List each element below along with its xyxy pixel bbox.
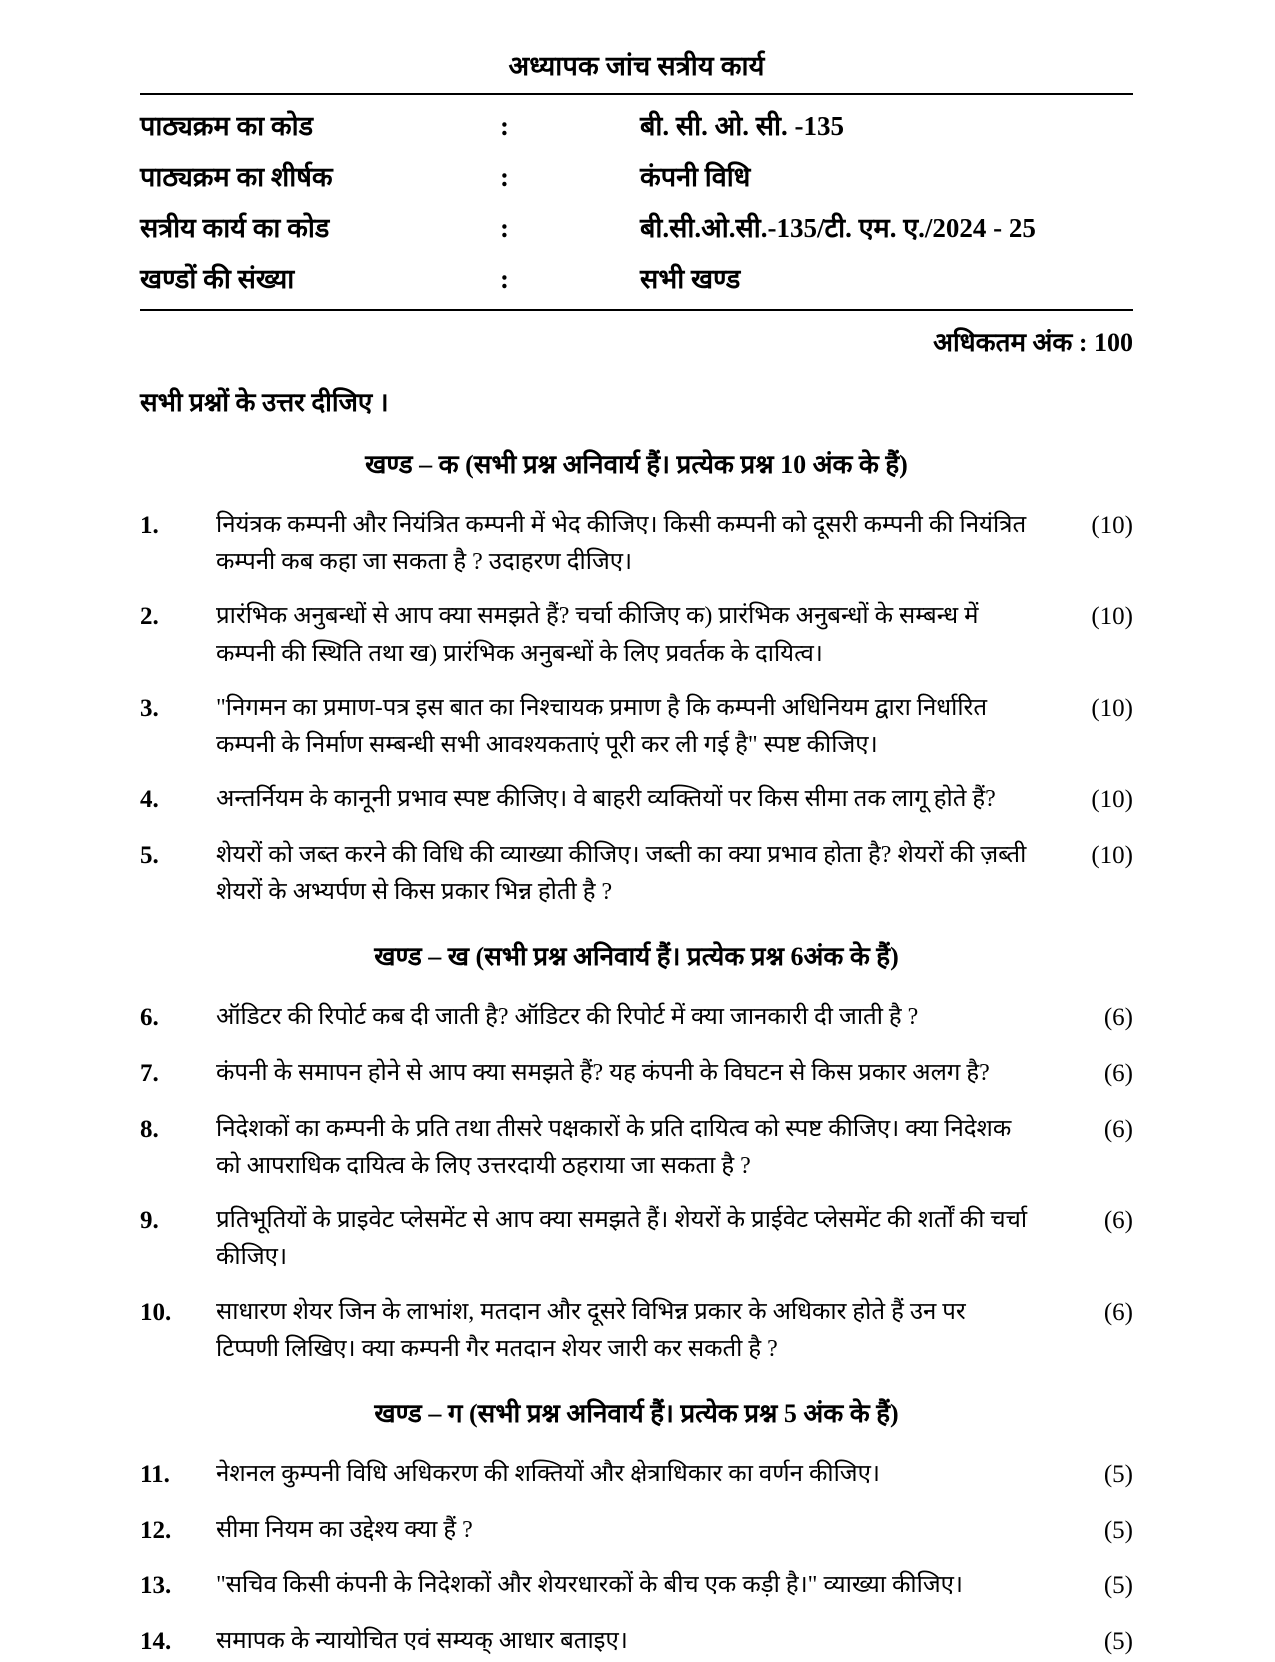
question-marks: (10) <box>1091 603 1133 631</box>
question-number: 11. <box>140 1460 170 1488</box>
question-marks: (10) <box>1091 841 1133 869</box>
question-row <box>140 1294 1133 1368</box>
title-divider <box>140 93 1133 95</box>
course-info-row <box>140 201 1133 252</box>
question-list <box>140 999 1133 1368</box>
course-info-colon: : <box>500 264 509 294</box>
section-note: (सभी प्रश्न अनिवार्य हैं। प्रत्येक प्रश्न 10 अंक के हैं) <box>465 450 908 479</box>
question-section <box>140 445 1133 911</box>
question-row <box>140 1055 1133 1094</box>
question-row <box>140 837 1133 911</box>
question-marks: (6) <box>1103 1298 1133 1326</box>
question-row <box>140 690 1133 764</box>
question-list <box>140 507 1133 911</box>
course-info-row <box>140 150 1133 201</box>
question-marks: (5) <box>1103 1628 1133 1656</box>
course-info-value: बी.सी.ओ.सी.-135/टी. एम. ए./2024 - 25 <box>640 213 1036 243</box>
question-section <box>140 937 1133 1368</box>
question-text: कंपनी के समापन होने से आप क्या समझते हैं? यह कंपनी के विघटन से किस प्रकार अलग है? <box>216 1060 990 1086</box>
header-divider <box>140 309 1133 311</box>
question-marks: (10) <box>1091 512 1133 539</box>
course-info-label: पाठ्यक्रम का कोड <box>140 111 314 141</box>
question-marks: (5) <box>1103 1572 1133 1600</box>
question-text: समापक के न्यायोचित एवं सम्यक् आधार बताइए। <box>216 1628 628 1655</box>
section-heading <box>140 445 1133 481</box>
course-info-block <box>140 99 1133 303</box>
page-title: अध्यापक जांच सत्रीय कार्य <box>508 51 765 81</box>
question-marks: (6) <box>1103 1115 1133 1143</box>
question-number: 9. <box>140 1207 159 1235</box>
questions-area <box>140 445 1133 1662</box>
question-marks: (6) <box>1103 1207 1133 1235</box>
question-marks: (5) <box>1103 1516 1133 1544</box>
question-marks: (10) <box>1091 694 1133 722</box>
question-row <box>140 1512 1133 1551</box>
question-number: 4. <box>140 786 159 814</box>
question-text: शेयरों को जब्त करने की विधि की व्याख्या कीजिए। जब्ती का क्या प्रभाव होता है? शेयरों की ज़ब्ती शेयरों के अभ्यर्पण से किस प्रकार भिन्न होती है ? <box>216 841 1027 906</box>
course-info-colon: : <box>500 162 509 192</box>
question-text: प्रारंभिक अनुबन्धों से आप क्या समझते हैं? चर्चा कीजिए क) प्रारंभिक अनुबन्धों के सम्बन्ध में कम्पनी की स्थिति तथा ख) प्रारंभिक अनुबन्धों के लिए प्रवर्तक के दायित्व। <box>216 603 979 667</box>
section-title: खण्ड – ख <box>374 942 476 972</box>
course-info-row <box>140 252 1133 303</box>
question-text: "निगमन का प्रमाण-पत्र इस बात का निश्चायक प्रमाण है कि कम्पनी अधिनियम द्वारा निर्धारित कम्पनी के निर्माण सम्बन्धी सभी आवश्यकताएं पूरी कर ली गई है" स्पष्ट कीजिए। <box>216 694 988 758</box>
question-number: 10. <box>140 1298 172 1326</box>
question-text: प्रतिभूतियों के प्राइवेट प्लेसमेंट से आप क्या समझते हैं। शेयरों के प्राईवेट प्लेसमेंट की शर्तों की चर्चा कीजिए। <box>216 1207 1028 1271</box>
course-info-label: खण्डों की संख्या <box>140 264 295 294</box>
section-heading <box>140 1394 1133 1430</box>
course-info-label: पाठ्यक्रम का शीर्षक <box>140 162 333 192</box>
question-text: सीमा नियम का उद्देश्य क्या हैं ? <box>216 1516 473 1543</box>
course-info-value: बी. सी. ओ. सी. -135 <box>640 111 845 141</box>
question-text: नेशनल कुम्पनी विधि अधिकरण की शक्तियों और क्षेत्राधिकार का वर्णन कीजिए। <box>216 1460 880 1487</box>
question-number: 1. <box>140 512 159 539</box>
course-info-label: सत्रीय कार्य का कोड <box>140 213 330 243</box>
question-marks: (6) <box>1103 1004 1133 1032</box>
question-number: 3. <box>140 694 159 722</box>
section-heading <box>140 937 1133 973</box>
question-number: 8. <box>140 1115 159 1143</box>
question-row <box>140 1456 1133 1495</box>
course-info-row <box>140 99 1133 150</box>
max-marks-label: अधिकतम अंक : 100 <box>933 328 1133 357</box>
question-row <box>140 598 1133 672</box>
section-note: (सभी प्रश्न अनिवार्य हैं। प्रत्येक प्रश्न 5 अंक के हैं) <box>468 1398 899 1428</box>
question-number: 2. <box>140 603 159 631</box>
question-section <box>140 1394 1133 1662</box>
question-row <box>140 1111 1133 1185</box>
section-note: (सभी प्रश्न अनिवार्य हैं। प्रत्येक प्रश्न 6अंक के हैं) <box>475 942 899 972</box>
question-row <box>140 999 1133 1038</box>
question-number: 7. <box>140 1060 159 1087</box>
course-info-colon: : <box>500 111 509 141</box>
question-marks: (5) <box>1103 1460 1133 1488</box>
question-number: 14. <box>140 1628 172 1656</box>
question-number: 6. <box>140 1004 159 1032</box>
course-info-value: सभी खण्ड <box>640 264 741 294</box>
question-row <box>140 781 1133 820</box>
question-marks: (6) <box>1103 1060 1133 1087</box>
question-row <box>140 1623 1133 1662</box>
course-info-value: कंपनी विधि <box>640 162 751 192</box>
question-number: 5. <box>140 841 159 869</box>
question-text: साधारण शेयर जिन के लाभांश, मतदान और दूसरे विभिन्न प्रकार के अधिकार होते हैं उन पर टिप्पणी लिखिए। क्या कम्पनी गैर मतदान शेयर जारी कर सकती है ? <box>216 1298 966 1362</box>
question-text: नियंत्रक कम्पनी और नियंत्रित कम्पनी में भेद कीजिए। किसी कम्पनी को दूसरी कम्पनी की नियंत्रित कम्पनी कब कहा जा सकता है ? उदाहरण दीजिए। <box>216 512 1027 576</box>
section-title: खण्ड – ग <box>374 1398 469 1428</box>
question-number: 12. <box>140 1516 172 1544</box>
question-row <box>140 1567 1133 1606</box>
answer-all-instruction: सभी प्रश्नों के उत्तर दीजिए । <box>140 388 389 417</box>
question-row <box>140 1202 1133 1276</box>
question-row <box>140 507 1133 581</box>
section-title: खण्ड – क <box>365 450 466 479</box>
course-info-colon: : <box>500 213 509 243</box>
question-text: निदेशकों का कम्पनी के प्रति तथा तीसरे पक्षकारों के प्रति दायित्व को स्पष्ट कीजिए। क्या निदेशक को आपराधिक दायित्व के लिए उत्तरदायी ठहराया जा सकता है ? <box>216 1115 1012 1179</box>
question-text: "सचिव किसी कंपनी के निदेशकों और शेयरधारकों के बीच एक कड़ी है।" व्याख्या कीजिए। <box>216 1572 964 1599</box>
question-number: 13. <box>140 1572 172 1600</box>
question-text: ऑडिटर की रिपोर्ट कब दी जाती है? ऑडिटर की रिपोर्ट में क्या जानकारी दी जाती है ? <box>216 1004 919 1031</box>
question-marks: (10) <box>1091 786 1133 814</box>
question-list <box>140 1456 1133 1662</box>
question-text: अन्तर्नियम के कानूनी प्रभाव स्पष्ट कीजिए। वे बाहरी व्यक्तियों पर किस सीमा तक लागू होते हैं? <box>216 786 996 813</box>
